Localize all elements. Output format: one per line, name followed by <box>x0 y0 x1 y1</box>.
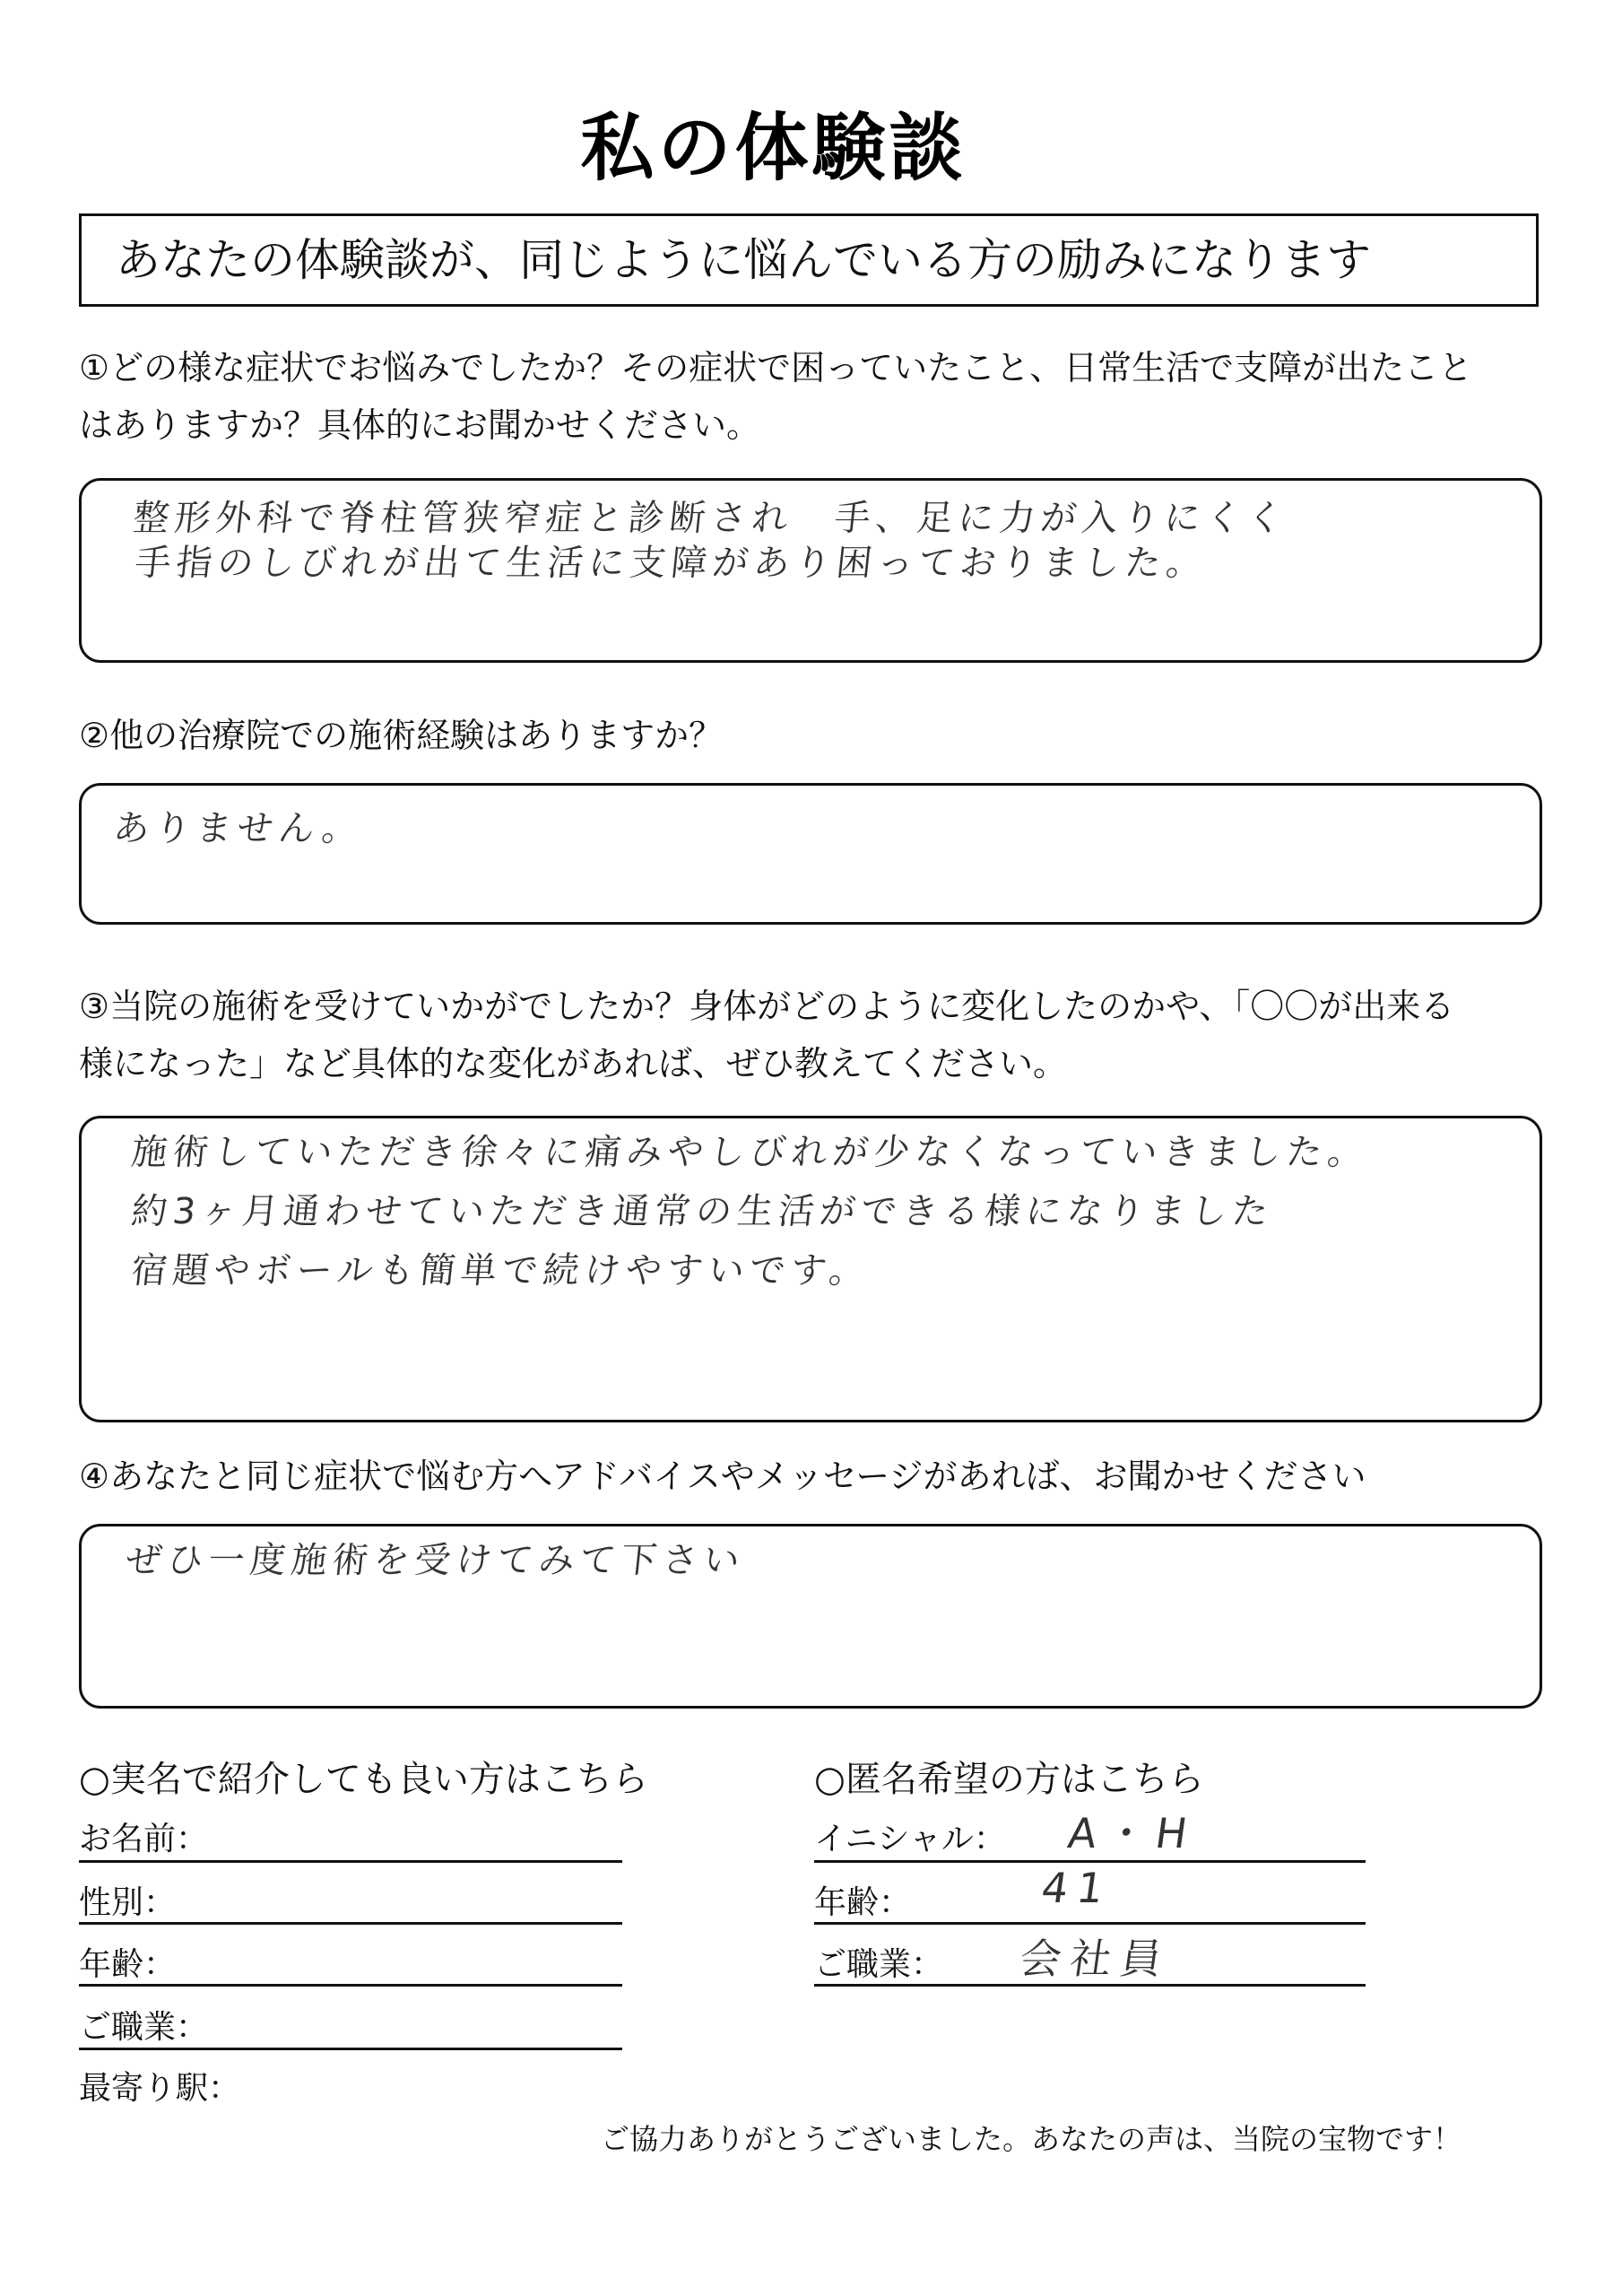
answer-1-line-2: 手指のしびれが出て生活に支障があり困っておりました。 <box>133 543 1210 584</box>
answer-box-3 <box>79 1116 1542 1422</box>
question-2-line-1: ②他の治療院での施術経験はありますか？ <box>79 716 724 755</box>
anon-occupation-label: ご職業： <box>814 1946 944 1983</box>
question-2 <box>79 707 1558 764</box>
answer-3-line-3: 宿題やボールも簡単で続けやすいです。 <box>129 1250 873 1292</box>
answer-1-line-1: 整形外科で脊柱管狭窄症と診断され 手、足に力が入りにくく <box>131 498 1291 539</box>
initials-line <box>814 1860 1366 1863</box>
page-title: 私の体験談 <box>580 106 967 191</box>
real-occupation-label: ご職業： <box>79 2009 209 2046</box>
question-3 <box>79 978 1558 1092</box>
subtitle-banner <box>79 213 1539 307</box>
answer-box-2 <box>79 783 1542 925</box>
anon-occupation-line <box>814 1984 1366 1987</box>
real-gender-label: 性別： <box>79 1884 177 1921</box>
real-gender-line <box>79 1922 622 1925</box>
question-4-line-1: ④あなたと同じ症状で悩む方へアドバイスやメッセージがあれば、お聞かせください <box>79 1457 1366 1496</box>
answer-3-line-1: 施術していただき徐々に痛みやしびれが少なくなっていきました。 <box>129 1132 1372 1173</box>
anon-occupation-value: 会社員 <box>1016 1935 1175 1983</box>
anon-age-line <box>814 1922 1366 1925</box>
anon-age-label: 年齢： <box>814 1884 912 1921</box>
answer-box-4 <box>79 1524 1542 1709</box>
answer-2-line-1: ありません。 <box>111 808 366 849</box>
question-1-line-1: ①どの様な症状でお悩みでしたか？その症状で困っていたこと、日常生活で支障が出たこと <box>79 348 1473 387</box>
anonymous-heading: ○匿名希望の方はこちら <box>814 1759 1204 1800</box>
real-occupation-line <box>79 2048 622 2050</box>
real-age-label: 年齢： <box>79 1946 177 1983</box>
question-4 <box>79 1448 1558 1505</box>
real-name-heading: ○実名で紹介しても良い方はこちら <box>79 1759 648 1800</box>
answer-3-line-2: 約3ヶ月通わせていただき通常の生活ができる様になりました <box>129 1191 1276 1232</box>
question-1-line-2: はありますか？具体的にお聞かせください。 <box>79 405 761 445</box>
anon-age-value: 41 <box>1038 1864 1116 1912</box>
initials-label: イニシャル： <box>814 1821 1006 1857</box>
answer-box-1 <box>79 478 1542 663</box>
real-age-line <box>79 1984 622 1987</box>
subtitle-text: あなたの体験談が、同じように悩んでいる方の励みになります <box>116 234 1371 286</box>
thanks-message: ご協力ありがとうございました。あなたの声は、当院の宝物です！ <box>601 2122 1462 2156</box>
real-name-label: お名前： <box>79 1821 209 1857</box>
nearest-station-label: 最寄り駅： <box>79 2070 241 2107</box>
real-name-line <box>79 1860 622 1863</box>
initials-value: A・H <box>1064 1809 1200 1857</box>
question-3-line-1: ③当院の施術を受けていかがでしたか？身体がどのように変化したのかや、「〇〇が出来る <box>79 987 1455 1026</box>
answer-4-line-1: ぜひ一度施術を受けてみて下さい <box>124 1540 748 1581</box>
question-1 <box>79 339 1558 454</box>
question-3-line-2: 様になった」など具体的な変化があれば、ぜひ教えてください。 <box>79 1044 1068 1083</box>
